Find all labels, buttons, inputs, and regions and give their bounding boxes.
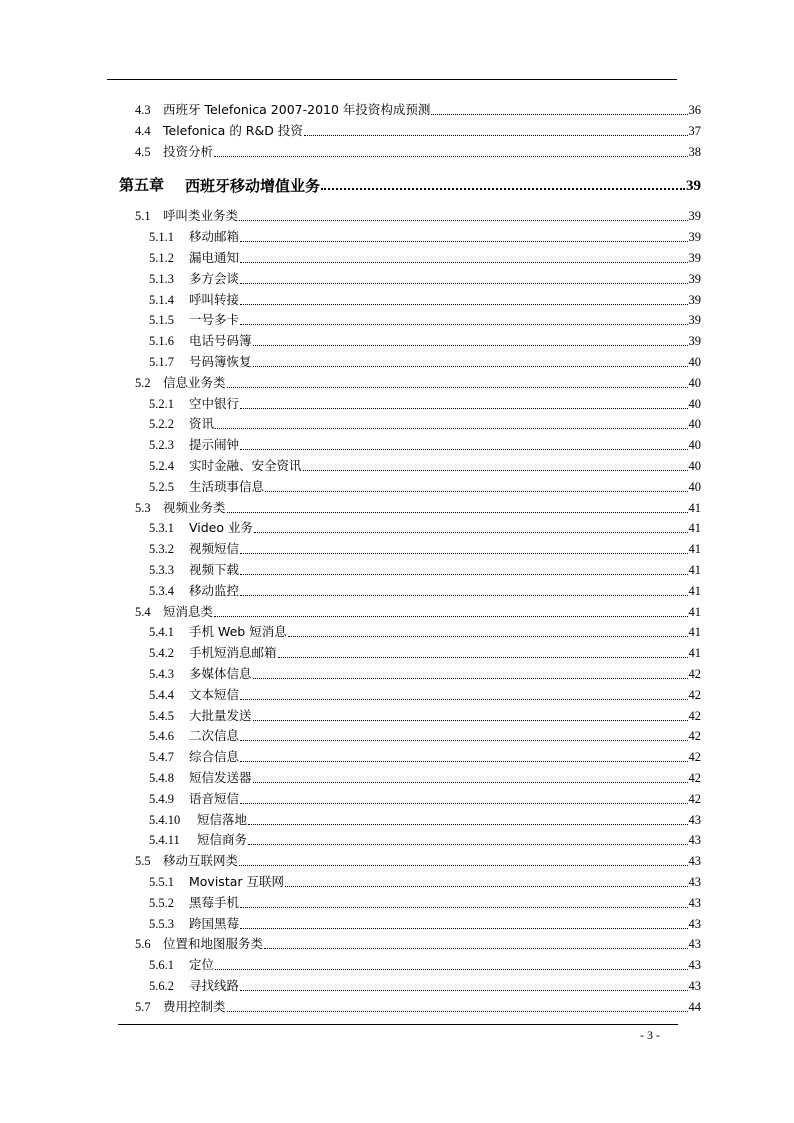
toc-entry-title: 一号多卡 [189,312,240,328]
toc-entry[interactable] [149,475,701,495]
toc-entry[interactable] [135,371,701,391]
toc-entry-title: 投资分析 [163,143,214,159]
toc-entry-title: Video 业务 [189,520,253,536]
toc-entry-number: 5.4.4 [149,687,174,702]
toc-leader-dots [240,553,687,554]
toc-entry-number: 5.4.6 [149,729,174,744]
toc-entry-page: 41 [688,625,701,640]
toc-entry-number: 5.3.4 [149,583,174,598]
toc-entry-title: 呼叫转接 [189,291,240,307]
toc-leader-dots [253,720,688,721]
toc-entry-page: 40 [688,479,701,494]
toc-entry-title: 语音短信 [189,790,240,806]
toc-entry-title: 短信商务 [197,832,248,848]
toc-entry-number: 5.1.1 [149,230,174,245]
toc-entry[interactable] [149,412,701,432]
page-number: - 3 - [640,1028,660,1042]
toc-entry-page: 36 [688,103,701,117]
toc-entry-page: 39 [686,178,701,195]
toc-entry-number: 5.3 [135,500,151,515]
toc-entry-page: 42 [688,687,701,702]
toc-entry[interactable] [149,537,701,557]
toc-entry-title: 号码簿恢复 [189,354,252,369]
toc-leader-dots [240,990,687,991]
toc-entry-page: 42 [688,791,701,806]
toc-entry-page: 38 [688,144,701,159]
toc-entry-title: 手机短消息邮箱 [189,645,277,661]
toc-leader-dots [215,969,687,970]
toc-entry[interactable] [149,246,701,266]
toc-entry[interactable] [149,267,701,287]
toc-leader-dots [239,865,687,866]
toc-entry[interactable] [149,953,701,973]
toc-entry-number: 5.4.5 [149,708,174,723]
toc-entry-title: 呼叫类业务类 [163,208,239,224]
toc-entry-number: 5.2.4 [149,459,174,473]
toc-entry-number: 5.5.2 [149,895,174,910]
toc-entry-title: 多方会谈 [189,270,240,286]
toc-entry-page: 40 [688,355,701,369]
toc-entry[interactable] [149,683,701,703]
toc-entry[interactable] [149,808,701,828]
toc-leader-dots [240,803,687,804]
toc-entry-page: 43 [688,895,701,910]
toc-entry-title: 移动邮箱 [189,229,240,245]
toc-entry[interactable] [149,974,701,994]
toc-entry-number: 5.5 [135,854,151,869]
toc-entry[interactable] [149,454,701,474]
toc-entry-number: 5.6 [135,937,151,952]
toc-leader-dots [304,135,688,136]
toc-entry[interactable] [149,662,701,682]
toc-entry-number: 5.4 [135,604,151,619]
toc-leader-dots [265,491,687,492]
toc-entry-page: 42 [688,667,701,681]
toc-leader-dots [214,156,687,157]
toc-entry-title: 实时金融、安全资讯 [189,458,302,473]
toc-entry-title: 多媒体信息 [189,666,252,681]
toc-leader-dots [253,345,688,346]
toc-entry-number: 5.4.2 [149,646,174,661]
toc-entry-number: 5.2.3 [149,438,174,453]
toc-entry[interactable] [149,912,701,932]
toc-entry-title: 生活琐事信息 [189,478,265,494]
toc-entry-page: 41 [688,583,701,598]
toc-entry-page: 44 [688,999,701,1014]
toc-entry-number: 5.4.9 [149,791,174,806]
toc-leader-dots [240,241,687,242]
toc-entry-title: 移动互联网类 [163,853,239,869]
toc-entry-page: 39 [688,251,701,265]
toc-entry-number: 5.3.2 [149,542,174,557]
toc-entry-page: 43 [688,812,701,827]
toc-leader-dots [288,636,688,637]
toc-leader-dots [215,428,687,429]
toc-entry[interactable] [149,620,701,640]
toc-entry-number: 5.5.3 [149,916,174,931]
header-rule [107,79,677,80]
toc-entry-page: 37 [688,123,701,138]
toc-entry-title: 跨国黑莓 [189,915,240,931]
toc-entry-title: 西班牙移动增值业务 [185,177,321,196]
toc-leader-dots [321,188,685,190]
toc-entry-title: 西班牙 Telefonica 2007-2010 年投资构成预测 [163,102,431,117]
toc-leader-dots [253,678,688,679]
toc-entry-title: Telefonica 的 R&D 投资 [163,122,303,138]
toc-entry[interactable] [135,932,701,952]
toc-entry[interactable] [149,225,701,245]
toc-entry-number: 5.4.7 [149,750,174,765]
toc-entry-title: 空中银行 [189,395,240,411]
toc-entry[interactable] [135,496,701,516]
toc-entry[interactable] [149,350,701,370]
toc-entry-title: 位置和地图服务类 [163,936,264,952]
toc-entry-page: 43 [688,875,701,889]
toc-entry-page: 40 [688,438,701,453]
toc-entry[interactable] [149,392,701,412]
toc-leader-dots [278,657,688,658]
toc-leader-dots [227,387,688,388]
toc-entry-number: 第五章 [119,178,165,195]
toc-entry-page: 39 [688,230,701,245]
toc-entry-page: 42 [688,750,701,765]
toc-entry-number: 5.5.1 [149,875,174,889]
toc-entry-title: 费用控制类 [163,998,226,1014]
toc-entry-number: 5.1.3 [149,271,174,286]
toc-leader-dots [240,304,687,305]
toc-entry-page: 43 [688,916,701,931]
toc-entry-number: 5.3.1 [149,521,174,536]
toc-entry[interactable] [149,308,701,328]
toc-entry-number: 5.4.11 [149,833,180,848]
toc-leader-dots [248,844,687,845]
toc-entry[interactable] [149,745,701,765]
toc-entry-title: 漏电通知 [189,250,240,265]
toc-leader-dots [214,616,687,617]
toc-entry-page: 43 [688,833,701,848]
toc-leader-dots [240,574,687,575]
toc-entry-title: 短信落地 [197,811,248,827]
toc-entry-page: 41 [688,521,701,536]
toc-entry[interactable] [135,98,701,118]
toc-entry-page: 42 [688,729,701,744]
toc-entry[interactable] [149,870,701,890]
toc-leader-dots [227,1011,688,1012]
toc-leader-dots [240,928,687,929]
toc-entry[interactable] [135,140,701,160]
toc-entry[interactable] [149,766,701,786]
toc-entry-number: 5.4.10 [149,812,181,827]
toc-leader-dots [240,595,687,596]
toc-entry-page: 39 [688,292,701,307]
toc-entry-number: 5.6.2 [149,979,174,993]
toc-leader-dots [240,740,687,741]
toc-entry-number: 5.1.7 [149,355,174,369]
toc-entry-number: 5.2.2 [149,417,174,432]
toc-entry-number: 5.6.1 [149,958,174,973]
toc-entry[interactable] [149,288,701,308]
toc-entry-title: 寻找线路 [189,978,240,993]
toc-entry-number: 5.4.8 [149,771,174,785]
toc-entry[interactable] [149,516,701,536]
toc-entry-title: 定位 [189,957,215,973]
toc-leader-dots [240,283,687,284]
toc-entry-page: 41 [688,604,701,619]
toc-entry-title: 短信发送器 [189,770,252,785]
toc-entry-page: 41 [688,646,701,661]
toc-leader-dots [240,907,687,908]
toc-entry-title: 资讯 [189,416,215,432]
toc-entry[interactable] [135,204,701,224]
toc-entry-title: 提示闹钟 [189,437,240,453]
toc-entry[interactable] [149,641,701,661]
toc-entry-number: 5.3.3 [149,563,174,577]
toc-entry-number: 5.4.1 [149,625,174,640]
toc-entry-number: 4.3 [135,103,151,117]
toc-entry[interactable] [149,787,701,807]
toc-entry[interactable] [149,433,701,453]
toc-leader-dots [431,114,687,115]
toc-entry-number: 5.1.4 [149,292,174,307]
toc-entry-page: 40 [688,396,701,411]
toc-entry-number: 5.2 [135,375,151,390]
toc-entry-page: 43 [688,958,701,973]
toc-entry[interactable] [135,849,701,869]
toc-entry-title: 文本短信 [189,686,240,702]
toc-entry-page: 43 [688,979,701,993]
toc-entry-page: 40 [688,459,701,473]
toc-leader-dots [240,408,687,409]
toc-entry-page: 40 [688,417,701,432]
toc-leader-dots [227,512,688,513]
toc-entry[interactable] [149,724,701,744]
toc-leader-dots [264,948,687,949]
toc-leader-dots [303,470,688,471]
toc-entry[interactable] [135,995,701,1015]
toc-entry-number: 5.1.6 [149,334,174,349]
toc-leader-dots [253,782,688,783]
toc-entry-number: 5.1.5 [149,313,174,328]
toc-entry-title: 短消息类 [163,603,214,619]
toc-entry-title: 二次信息 [189,728,240,744]
toc-entry-number: 5.7 [135,999,151,1014]
toc-entry-title: 大批量发送 [189,707,252,723]
toc-entry-number: 4.4 [135,123,151,138]
toc-leader-dots [240,449,687,450]
toc-entry[interactable] [135,600,701,620]
toc-entry[interactable] [135,119,701,139]
toc-entry-number: 4.5 [135,144,151,159]
toc-entry-page: 41 [688,542,701,557]
toc-entry-page: 42 [688,771,701,785]
toc-leader-dots [240,761,687,762]
toc-leader-dots [240,262,687,263]
toc-entry-page: 41 [688,500,701,515]
toc-leader-dots [254,532,688,533]
toc-entry[interactable] [149,828,701,848]
toc-entry-page: 42 [688,708,701,723]
toc-entry[interactable] [149,891,701,911]
toc-chapter-entry[interactable] [119,172,701,194]
toc-entry-page: 41 [688,563,701,577]
toc-entry-number: 5.4.3 [149,667,174,681]
toc-entry-title: 电话号码簿 [189,333,252,349]
toc-entry-page: 40 [688,375,701,390]
toc-entry[interactable] [149,329,701,349]
toc-entry-number: 5.2.5 [149,479,174,494]
footer-rule [118,1024,678,1025]
toc-leader-dots [239,220,687,221]
toc-entry-title: 移动监控 [189,582,240,598]
toc-entry-page: 43 [688,937,701,952]
toc-leader-dots [285,886,688,887]
toc-entry[interactable] [149,579,701,599]
toc-entry[interactable] [149,558,701,578]
toc-entry-title: Movistar 互联网 [189,874,284,889]
toc-entry-page: 43 [688,854,701,869]
toc-entry-number: 5.2.1 [149,396,174,411]
toc-entry-page: 39 [688,334,701,349]
toc-leader-dots [240,699,687,700]
toc-entry-title: 视频下载 [189,562,240,577]
toc-entry-title: 黑莓手机 [189,894,240,910]
toc-leader-dots [240,324,687,325]
toc-entry[interactable] [149,704,701,724]
toc-entry-number: 5.1.2 [149,251,174,265]
toc-entry-page: 39 [688,313,701,328]
toc-entry-title: 手机 Web 短消息 [189,624,287,640]
toc-entry-page: 39 [688,209,701,224]
toc-entry-title: 视频业务类 [163,499,226,515]
toc-entry-title: 综合信息 [189,749,240,765]
toc-leader-dots [248,824,687,825]
toc-leader-dots [253,366,688,367]
toc-entry-page: 39 [688,271,701,286]
toc-entry-title: 信息业务类 [163,374,226,390]
toc-entry-title: 视频短信 [189,541,240,557]
toc-entry-number: 5.1 [135,209,151,224]
